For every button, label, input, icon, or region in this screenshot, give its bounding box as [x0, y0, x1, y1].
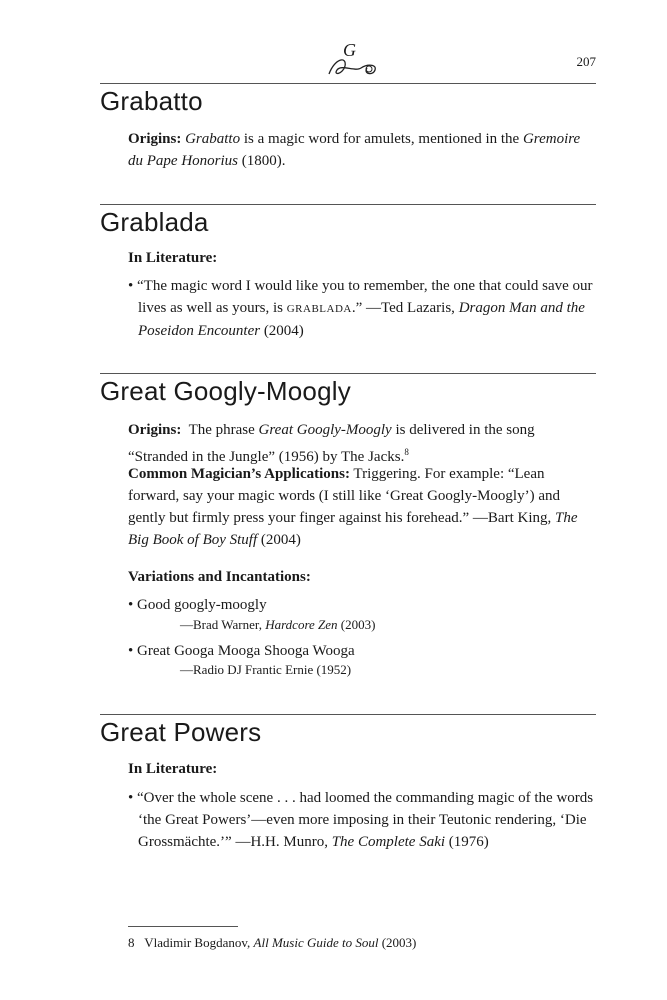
- source-title: The Big Book of Boy Stuff: [128, 510, 578, 548]
- variation-attribution: —Radio DJ Frantic Ernie (1952): [180, 662, 352, 677]
- source-title: The Complete Saki: [331, 834, 446, 850]
- variation-item: • Great Googa Mooga Shooga Wooga: [128, 643, 355, 659]
- footnote-rule: [128, 926, 238, 927]
- variation-item: • Good googly-moogly: [128, 597, 267, 613]
- term: Great Googly-Moogly: [258, 422, 392, 438]
- page-header: [100, 38, 596, 84]
- entry-title-grablada: Grablada: [100, 207, 209, 237]
- variation-attribution: —Brad Warner, Hardcore Zen (2003): [180, 617, 376, 632]
- flourish-icon: [325, 52, 385, 80]
- origins-label: Origins:: [128, 422, 182, 438]
- entry-rule: [100, 204, 596, 205]
- entry-rule: [100, 373, 596, 374]
- page-number: 207: [576, 54, 596, 69]
- footnote: 8 Vladimir Bogdanov, All Music Guide to Soul (2003): [128, 935, 417, 950]
- googly-applications: Common Magician’s Applications: Triggering. For example: “Lean forward, say your magic words (I still like ‘Great Googly-Moogly’) and gently but firmly press your finger against his forehead.” —Bart King, The Big Book of Boy Stuff (2004): [128, 466, 578, 548]
- header-rule: [100, 83, 596, 84]
- entry-title-grabatto: Grabatto: [100, 86, 203, 116]
- in-literature-label: In Literature:: [128, 250, 218, 266]
- literature-quote: • “The magic word I would like you to remember, the one that could save our lives as well as yours, is GRABLADA.” —Ted Lazaris, Dragon Man and the Poseidon Encounter (2004): [128, 278, 593, 339]
- source-title: Gremoire du Pape Honorius: [128, 131, 581, 169]
- entry-title-great-powers: Great Powers: [100, 717, 262, 747]
- term: Grabatto: [185, 131, 241, 147]
- magic-word: GRABLADA: [286, 303, 352, 315]
- variations-label: Variations and Incantations:: [128, 569, 311, 585]
- entry-rule: [100, 714, 596, 715]
- source-title: Dragon Man and the Poseidon Encounter: [138, 300, 585, 339]
- applications-label: Common Magician’s Applications:: [128, 466, 350, 482]
- origins-label: Origins:: [128, 131, 182, 147]
- footnote-ref: 8: [404, 447, 409, 457]
- footnote-number: 8: [128, 935, 135, 950]
- googly-origins: Origins: The phrase Great Googly-Moogly is delivered in the song “Stranded in the Jungle” (1956) by The Jacks.$^8$: [128, 422, 535, 465]
- source-title: All Music Guide to Soul: [253, 935, 379, 950]
- in-literature-label: In Literature:: [128, 761, 218, 777]
- literature-quote: • “Over the whole scene . . . had loomed the commanding magic of the words ‘the Great Powers’—even more imposing in their Teutonic rendering, ‘Die Grossmächte.’” —H.H. Munro, The Complete Saki (1976): [128, 790, 594, 850]
- entry-title-great-googly-moogly: Great Googly-Moogly: [100, 376, 351, 406]
- section-letter-ornament: [325, 38, 385, 82]
- grabatto-origins: Origins: Grabatto is a magic word for amulets, mentioned in the Gremoire du Pape Honorius (1800).: [128, 131, 581, 169]
- section-letter: G: [343, 40, 356, 60]
